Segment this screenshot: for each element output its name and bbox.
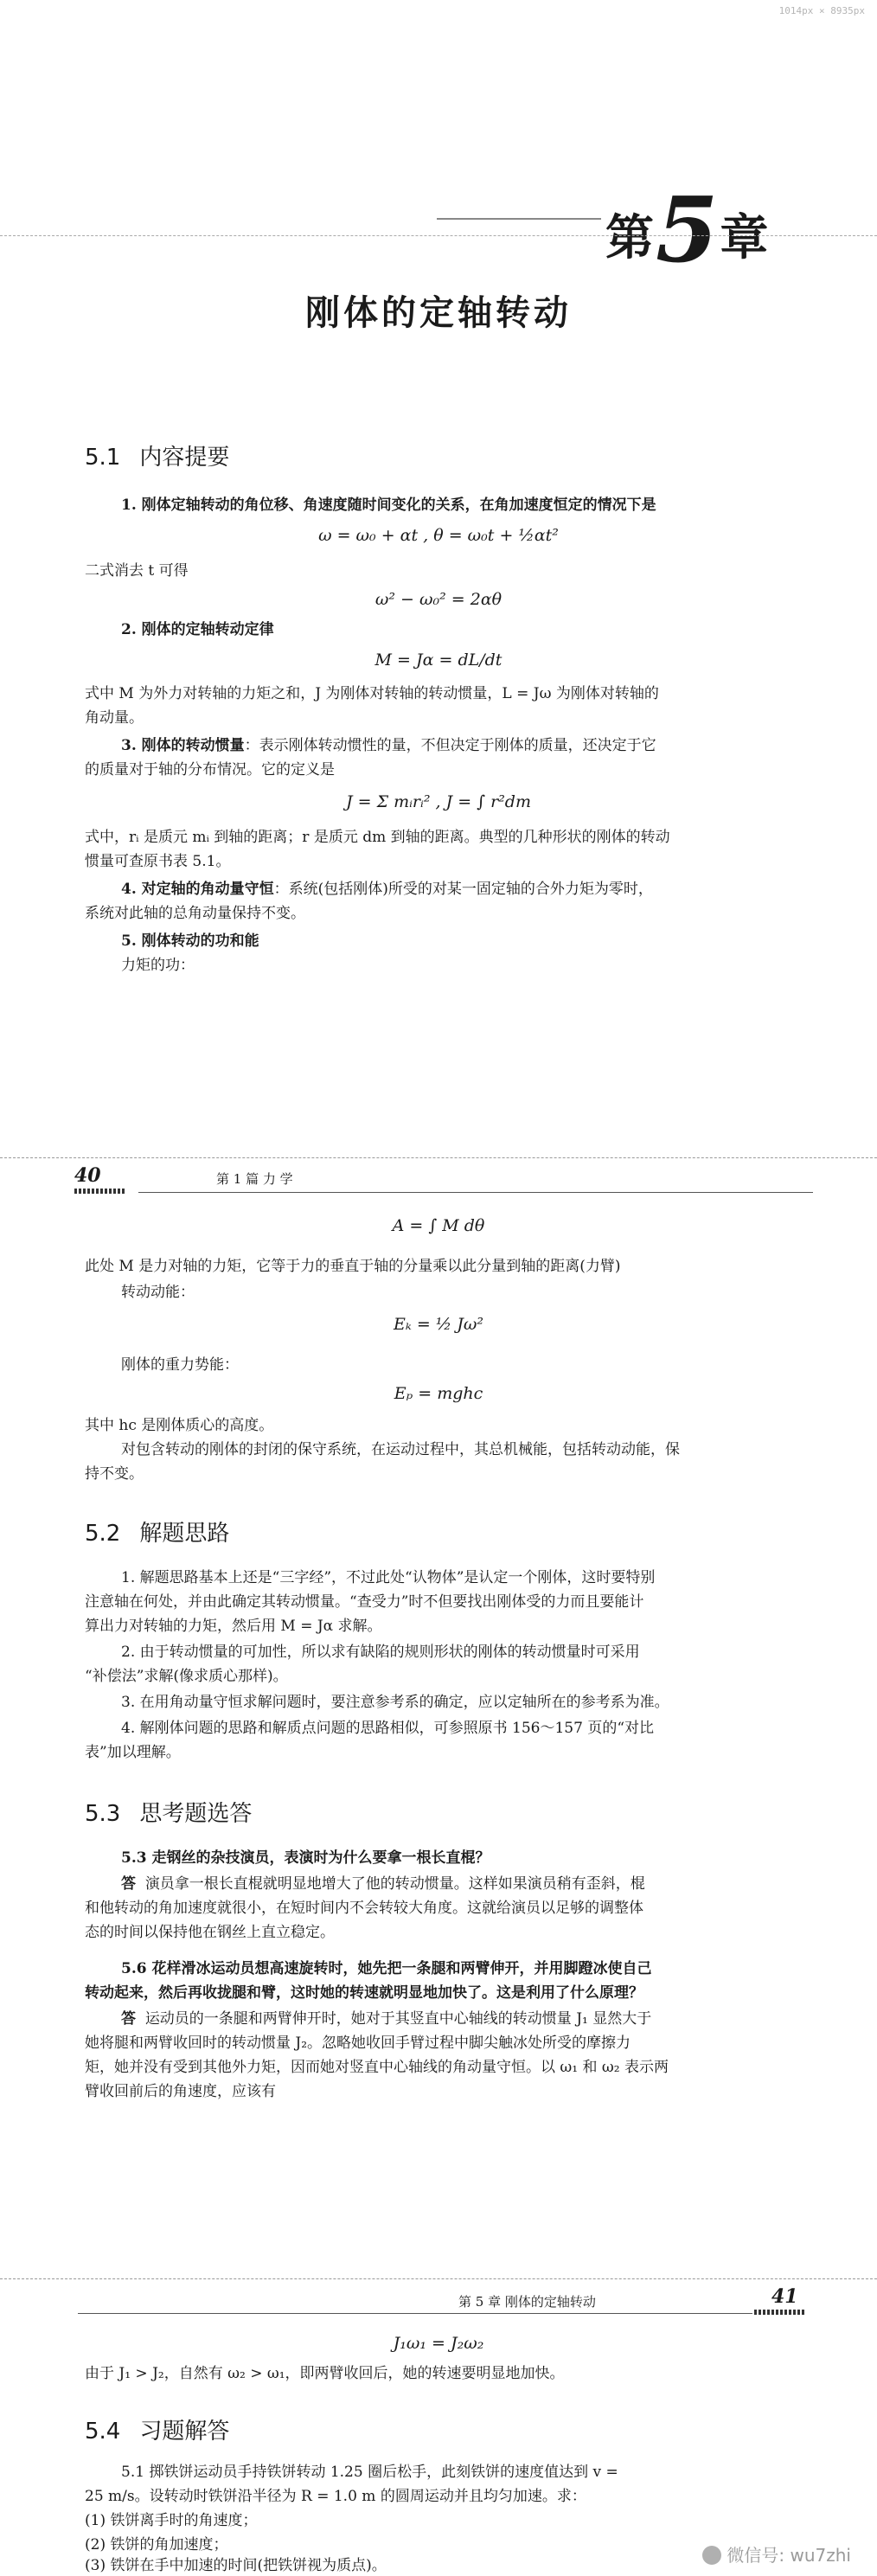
problem-5-1-item2: (2) 铁饼的角加速度； [85, 2536, 228, 2554]
summary-item-4: 4. 对定轴的角动量守恒：系统(包括刚体)所受的对某一固定轴的合外力矩为零时， [121, 881, 653, 898]
question-5-6-line1: 5.6 花样滑冰运动员想高速旋转时，她先把一条腿和两臂伸开，并用脚蹬冰使自己 [121, 1960, 652, 1977]
watermark: 微信号: wu7zhi [702, 2541, 851, 2566]
running-head-part1: 第 1 篇 力 学 [216, 1171, 293, 1187]
chapter-number: 5 [656, 176, 720, 283]
approach-line-5: “补偿法”求解(像求质心那样)。 [85, 1668, 288, 1685]
running-head-chapter5: 第 5 章 刚体的定轴转动 [458, 2294, 596, 2310]
answer-5-6-line3: 矩，她并没有受到其他外力矩，因而她对竖直中心轴线的角动量守恒。以 ω₁ 和 ω₂ 表示两 [85, 2059, 669, 2076]
section-heading-5-3: 5.3 思考题选答 [85, 1801, 253, 1827]
page-break [0, 2278, 877, 2279]
question-5-3: 5.3 走钢丝的杂技演员，表演时为什么要拿一根长直棍？ [121, 1849, 490, 1867]
text-rotational-ke-label: 转动动能： [121, 1284, 195, 1301]
answer-5-3-line1: 答 演员拿一根长直棍就明显地增大了他的转动惯量。这样如果演员稍有歪斜，棍 [121, 1875, 645, 1893]
text-item2-line2: 角动量。 [85, 709, 144, 727]
chapter-suffix: 章 [720, 209, 771, 266]
text-item3-line3: 式中，rᵢ 是质元 mᵢ 到轴的距离；r 是质元 dm 到轴的距离。典型的几种形状的刚体的转动 [85, 829, 670, 846]
formula-omega-squared: ω² − ω₀² = 2αθ [374, 590, 503, 609]
wechat-icon [702, 2546, 721, 2565]
text-item3-line4: 惯量可查原书表 5.1。 [85, 853, 231, 870]
text-item2-line1: 式中 M 为外力对转轴的力矩之和，J 为刚体对转轴的转动惯量，L = Jω 为刚体对转轴的 [85, 685, 659, 702]
header-rule-41 [78, 2313, 752, 2314]
text-torque-work: 力矩的功： [121, 957, 195, 974]
summary-item-1: 1. 刚体定轴转动的角位移、角速度随时间变化的关系，在角加速度恒定的情况下是 [121, 497, 656, 514]
approach-line-6: 3. 在用角动量守恒求解问题时，要注意参考系的确定，应以定轴所在的参考系为准。 [121, 1694, 669, 1711]
approach-line-7: 4. 解刚体问题的思路和解质点问题的思路相似，可参照原书 156～157 页的“对比 [121, 1720, 655, 1737]
answer-5-3-line2: 和他转动的角加速度就很小，在短时间内不会转较大角度。这就给演员以足够的调整体 [85, 1900, 643, 1917]
summary-item-3: 3. 刚体的转动惯量：表示刚体转动惯性的量，不但决定于刚体的质量，还决定于它 [121, 737, 656, 754]
answer-5-6-line4: 臂收回前后的角速度，应该有 [85, 2083, 276, 2100]
chapter-title: 刚体的定轴转动 [305, 292, 572, 333]
header-rule-40 [138, 1192, 813, 1193]
formula-angular-kinematics: ω = ω₀ + αt , θ = ω₀t + ½αt² [318, 526, 559, 545]
chapter-prefix: 第 [605, 209, 656, 266]
text-p40-conservative-1: 对包含转动的刚体的封闭的保守系统，在运动过程中，其总机械能，包括转动动能，保 [121, 1441, 680, 1458]
page-number-40: 40 [74, 1164, 101, 1187]
text-gravity-pe-label: 刚体的重力势能： [121, 1356, 239, 1374]
text-eliminate-t: 二式消去 t 可得 [85, 562, 189, 580]
summary-item-2: 2. 刚体的定轴转动定律 [121, 621, 274, 638]
text-p40-hc: 其中 hc 是刚体质心的高度。 [85, 1417, 274, 1434]
formula-angular-momentum-conservation: J₁ω₁ = J₂ω₂ [393, 2334, 484, 2353]
chapter-label [605, 170, 771, 283]
formula-rotation-law: M = Jα = dL/dt [374, 650, 503, 670]
page-hatch-left [74, 1189, 126, 1194]
answer-5-6-line2: 她将腿和两臂收回时的转动惯量 J₂。忽略她收回手臂过程中脚尖触冰处所受的摩擦力 [85, 2035, 631, 2052]
summary-item-5: 5. 刚体转动的功和能 [121, 932, 259, 950]
section-heading-5-4: 5.4 习题解答 [85, 2419, 230, 2445]
problem-5-1-line2: 25 m/s。设转动时铁饼沿半径为 R = 1.0 m 的圆周运动并且均匀加速。求： [85, 2488, 586, 2505]
chapter-rule-accent [437, 218, 601, 220]
formula-rotational-ke: Eₖ = ½ Jω² [394, 1315, 483, 1334]
answer-5-3-line3: 态的时间以保持他在钢丝上直立稳定。 [85, 1924, 335, 1941]
formula-moment-of-inertia: J = Σ mᵢrᵢ² , J = ∫ r²dm [345, 792, 531, 811]
formula-gravity-pe: Eₚ = mghc [394, 1384, 483, 1403]
problem-5-1-item3: (3) 铁饼在手中加速的时间(把铁饼视为质点)。 [85, 2557, 387, 2574]
question-5-6-line2: 转动起来，然后再收拢腿和臂，这时她的转速就明显地加快了。这是利用了什么原理？ [85, 1984, 643, 2002]
approach-line-8: 表”加以理解。 [85, 1744, 181, 1761]
chapter-divider [0, 235, 877, 236]
text-p41-conclusion: 由于 J₁ > J₂，自然有 ω₂ > ω₁，即两臂收回后，她的转速要明显地加快。 [85, 2365, 565, 2382]
text-p40-conservative-2: 持不变。 [85, 1465, 144, 1483]
approach-line-1: 1. 解题思路基本上还是“三字经”，不过此处“认物体”是认定一个刚体，这时要特别 [121, 1569, 656, 1586]
answer-5-6-line1: 答 运动员的一条腿和两臂伸开时，她对于其竖直中心轴线的转动惯量 J₁ 显然大于 [121, 2010, 652, 2028]
page-number-41: 41 [771, 2285, 798, 2308]
section-heading-5-1: 5.1 内容提要 [85, 445, 230, 471]
approach-line-2: 注意轴在何处，并由此确定其转动惯量。“查受力”时不但要找出刚体受的力而且要能计 [85, 1593, 644, 1611]
section-heading-5-2: 5.2 解题思路 [85, 1521, 230, 1547]
text-p40-line1: 此处 M 是力对轴的力矩，它等于力的垂直于轴的分量乘以此分量到轴的距离(力臂) [85, 1258, 621, 1275]
approach-line-3: 算出力对转轴的力矩，然后用 M = Jα 求解。 [85, 1618, 382, 1635]
image-size-label: 1014px × 8935px [778, 5, 865, 16]
formula-torque-work: A = ∫ M dθ [392, 1216, 485, 1235]
text-item3-line2: 的质量对于轴的分布情况。它的定义是 [85, 761, 335, 779]
problem-5-1-line1: 5.1 掷铁饼运动员手持铁饼转动 1.25 圈后松手，此刻铁饼的速度值达到 v = [121, 2464, 618, 2481]
page-break [0, 1157, 877, 1158]
page-hatch-right [754, 2310, 806, 2315]
approach-line-4: 2. 由于转动惯量的可加性，所以求有缺陷的规则形状的刚体的转动惯量时可采用 [121, 1644, 640, 1661]
problem-5-1-item1: (1) 铁饼离手时的角速度； [85, 2512, 258, 2529]
text-item4-line2: 系统对此轴的总角动量保持不变。 [85, 905, 305, 922]
